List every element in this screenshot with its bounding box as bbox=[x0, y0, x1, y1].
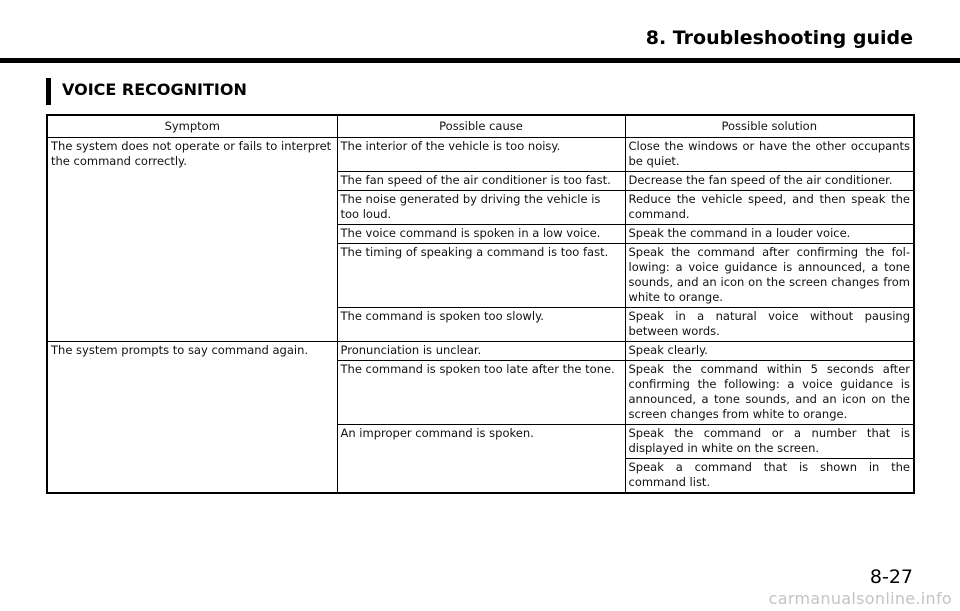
cause-cell: The voice command is spoken in a low voice. bbox=[337, 225, 625, 244]
cause-cell: The command is spoken too late after the tone. bbox=[337, 361, 625, 425]
symptom-cell: The system prompts to say command again. bbox=[47, 342, 337, 494]
column-header-symptom: Symptom bbox=[47, 115, 337, 138]
cause-cell: An improper command is spoken. bbox=[337, 425, 625, 494]
column-header-solution: Possible solution bbox=[625, 115, 914, 138]
section-marker bbox=[46, 78, 51, 105]
section-title: VOICE RECOGNITION bbox=[62, 80, 247, 99]
solution-cell: Decrease the fan speed of the air conditioner. bbox=[625, 172, 914, 191]
page-number: 8-27 bbox=[869, 566, 913, 588]
troubleshooting-table bbox=[46, 114, 915, 494]
cause-cell: The fan speed of the air conditioner is too fast. bbox=[337, 172, 625, 191]
solution-cell: Speak clearly. bbox=[625, 342, 914, 361]
chapter-title: 8. Troubleshooting guide bbox=[645, 27, 913, 49]
watermark: carmanualsonline.info bbox=[768, 589, 952, 608]
table-header-row bbox=[47, 115, 914, 138]
cause-cell: The command is spoken too slowly. bbox=[337, 308, 625, 342]
solution-cell: Close the windows or have the other occupants be quiet. bbox=[625, 138, 914, 172]
table-row bbox=[47, 138, 914, 172]
cause-cell: The timing of speaking a command is too fast. bbox=[337, 244, 625, 308]
solution-cell: Speak the command within 5 seconds after confirming the following: a voice guidance is announced, a tone sounds, and an icon on the screen changes from white to orange. bbox=[625, 361, 914, 425]
symptom-cell: The system does not operate or fails to interpret the command correctly. bbox=[47, 138, 337, 342]
header-rule bbox=[0, 58, 960, 63]
solution-cell: Speak the command in a louder voice. bbox=[625, 225, 914, 244]
column-header-cause: Possible cause bbox=[337, 115, 625, 138]
solution-cell: Speak the command or a number that is displayed in white on the screen. bbox=[625, 425, 914, 459]
cause-cell: The noise generated by driving the vehicle is too loud. bbox=[337, 191, 625, 225]
solution-cell: Speak in a natural voice without pausing between words. bbox=[625, 308, 914, 342]
table-row bbox=[47, 342, 914, 361]
solution-cell: Speak the command after confirming the fol-lowing: a voice guidance is announced, a tone sounds, and an icon on the screen changes from white to orange. bbox=[625, 244, 914, 308]
solution-cell: Reduce the vehicle speed, and then speak the command. bbox=[625, 191, 914, 225]
cause-cell: The interior of the vehicle is too noisy. bbox=[337, 138, 625, 172]
cause-cell: Pronunciation is unclear. bbox=[337, 342, 625, 361]
solution-cell: Speak a command that is shown in the command list. bbox=[625, 459, 914, 494]
